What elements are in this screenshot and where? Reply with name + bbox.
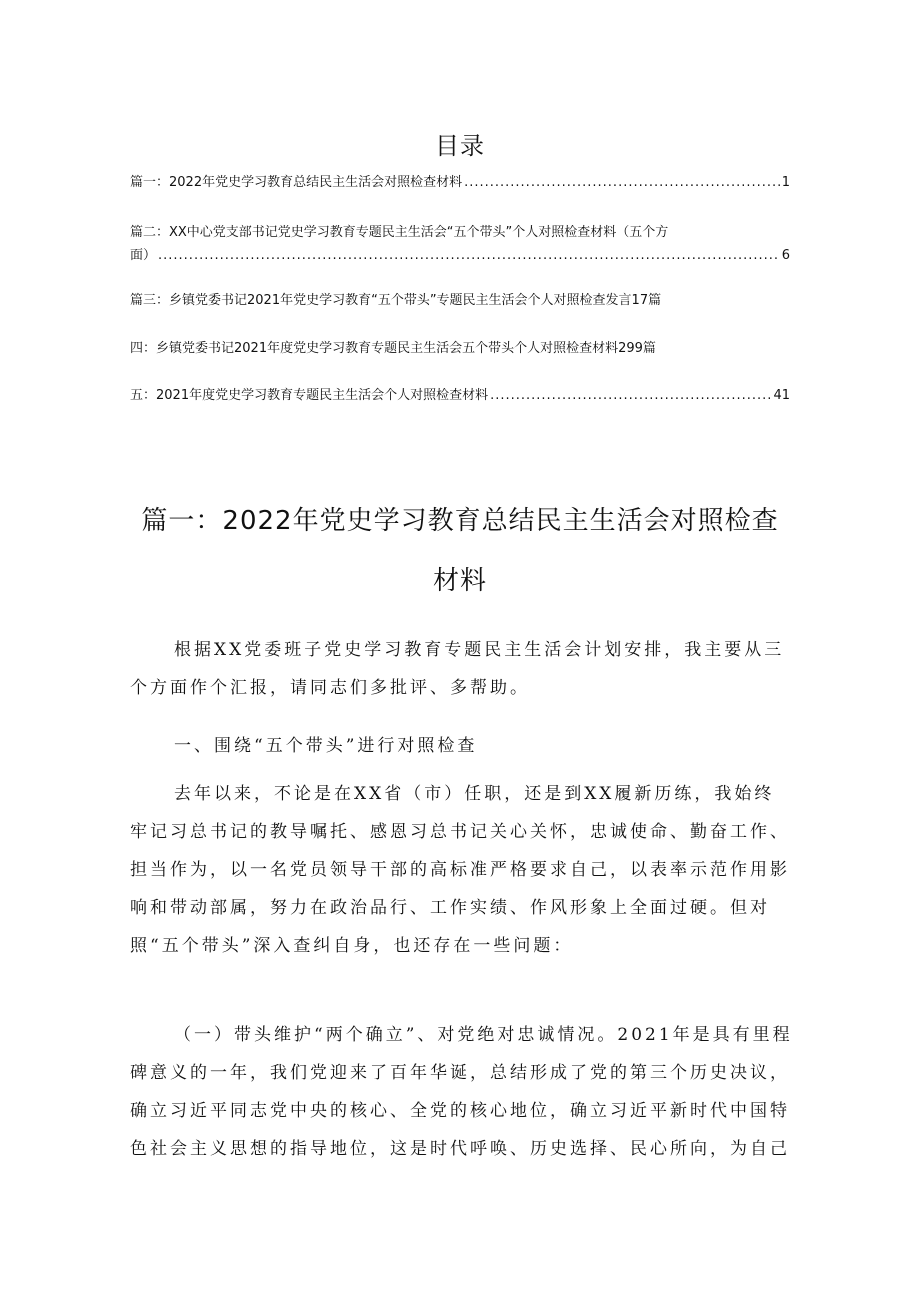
- toc-leader-dots: [464, 172, 780, 194]
- paragraph-body-2: （一）带头维护“两个确立”、对党绝对忠诚情况。2021年是具有里程碑意义的一年，我们党迎来了百年华诞，总结形成了党的第三个历史决议，确立习近平同志党中央的核心、全党的核心地位，确立习近平新时代中国特色社会主义思想的指导地位，这是时代呼唤、历史选择、民心所向，为自己: [130, 1025, 793, 1159]
- toc-entry-4[interactable]: [130, 338, 790, 360]
- toc-entry-label: 篇三：乡镇党委书记2021年党史学习教育“五个带头”专题民主生活会个人对照检查发言17篇: [130, 293, 662, 308]
- toc-entry-1[interactable]: [130, 172, 790, 194]
- toc-entry-page: 6: [781, 248, 790, 263]
- paragraph-body-1: 去年以来，不论是在XX省（市）任职，还是到XX履新历练，我始终牢记习总书记的教导嘱托、感恩习总书记关心关怀，忠诚使命、勤奋工作、担当作为，以一名党员领导干部的高标准严格要求自己，以表率示范作用影响和带动部属，努力在政治品行、工作实绩、作风形象上全面过硬。但对照“五个带头”深入查纠自身，也还存在一些问题：: [130, 784, 790, 956]
- article-title-line2: 材料: [432, 566, 487, 596]
- toc-leader-dots: [158, 245, 780, 267]
- toc-entry-label: 五：2021年度党史学习教育专题民主生活会个人对照检查材料: [130, 388, 489, 403]
- article-title-line1: 篇一：2022年党史学习教育总结民主生活会对照检查: [141, 506, 779, 536]
- toc-entry-label: 四：乡镇党委书记2021年度党史学习教育专题民主生活会五个带头个人对照检查材料299篇: [130, 341, 656, 356]
- toc-entry-3[interactable]: [130, 290, 790, 312]
- paragraph-intro: 根据XX党委班子党史学习教育专题民主生活会计划安排，我主要从三个方面作个汇报，请同志们多批评、多帮助。: [130, 640, 785, 698]
- toc-title: 目录: [435, 132, 485, 160]
- toc-entry-label: 面）: [130, 248, 157, 263]
- toc-entry-label: 篇一：2022年党史学习教育总结民主生活会对照检查材料: [130, 175, 463, 190]
- toc-entry-5[interactable]: [130, 385, 790, 407]
- toc-entry-2-line2[interactable]: [130, 245, 790, 267]
- toc-leader-dots: [490, 385, 771, 407]
- paragraph-heading-1: 一、围绕“五个带头”进行对照检查: [174, 736, 478, 756]
- toc-entry-2-line1[interactable]: 篇二：XX中心党支部书记党史学习教育专题民主生活会“五个带头”个人对照检查材料（五个方: [130, 225, 669, 240]
- toc-entry-page: 41: [773, 388, 790, 403]
- toc-entry-page: 1: [781, 175, 790, 190]
